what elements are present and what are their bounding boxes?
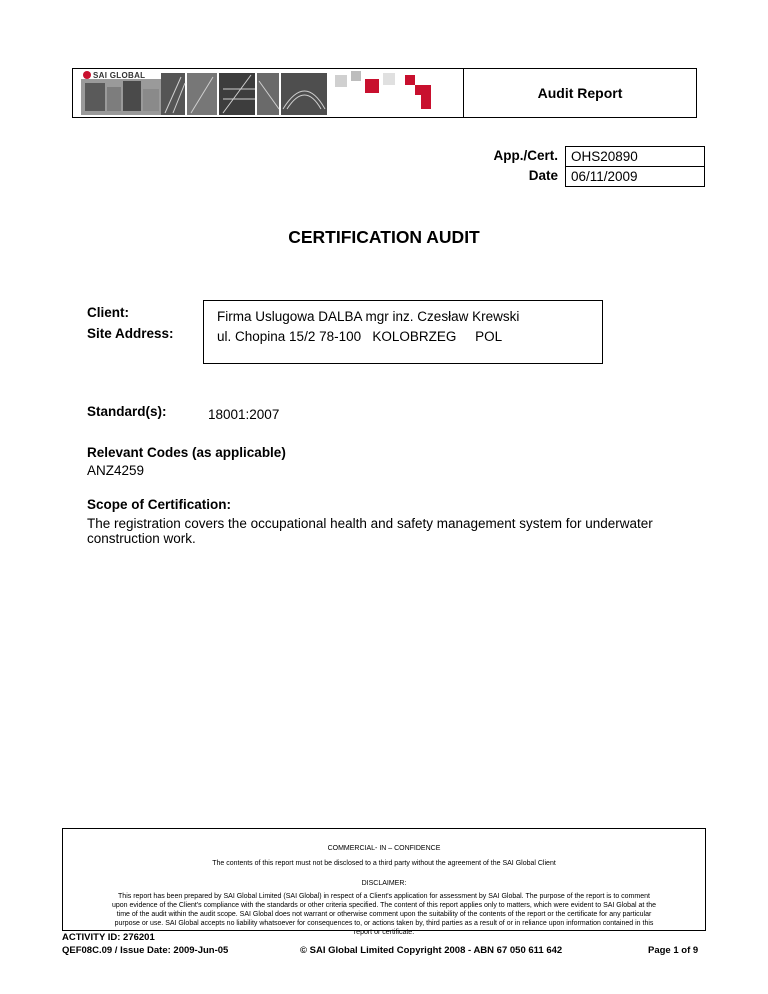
- scope-label: Scope of Certification:: [87, 497, 232, 512]
- app-cert-label: App./Cert.: [493, 148, 558, 163]
- page-title: CERTIFICATION AUDIT: [288, 227, 480, 247]
- report-header: [72, 68, 697, 118]
- scope-line-1: The registration covers the occupational health and safety management system for underwater: [87, 516, 653, 531]
- date-value: 06/11/2009: [565, 166, 705, 187]
- relevant-codes-label: Relevant Codes (as applicable): [87, 445, 286, 460]
- confidence-title: COMMERCIAL- IN – CONFIDENCE: [327, 845, 441, 852]
- client-label: Client:: [87, 305, 129, 320]
- report-title: Audit Report: [537, 85, 623, 101]
- site-address-label: Site Address:: [87, 326, 174, 341]
- disclaimer-box: [62, 828, 706, 936]
- disclaimer-title: DISCLAIMER:: [361, 880, 407, 887]
- confidence-text: The contents of this report must not be disclosed to a third party without the agreement of the SAI Global Client: [212, 860, 556, 867]
- page-number: Page 1 of 9: [648, 945, 699, 956]
- scope-text: [87, 516, 727, 546]
- date-label: Date: [528, 168, 558, 183]
- scope-line-2: construction work.: [87, 531, 196, 546]
- disclaimer-line-1: This report has been prepared by SAI Global Limited (SAI Global) in respect of a Client's application for assessment by SAI Global. The purpose of the report is to comment: [118, 893, 650, 900]
- disclaimer-line-2: upon evidence of the Client's compliance with the standards or other criteria specified. The content of this report applies only to matters, which were evident to SAI Global at the: [111, 902, 656, 909]
- app-cert-value: OHS20890: [565, 146, 705, 167]
- sai-global-banner: [73, 69, 463, 117]
- disclaimer-line-4: purpose or use. SAI Global accepts no liability whatsoever for consequences to, or actions taken by, third parties as a result of or in reliance upon information contained in this: [114, 920, 654, 927]
- client-address: ul. Chopina 15/2 78-100 KOLOBRZEG POL: [217, 329, 503, 344]
- relevant-codes-value: ANZ4259: [87, 463, 145, 478]
- standards-value: 18001:2007: [208, 407, 280, 422]
- client-box: [203, 300, 603, 364]
- disclaimer-line-5: report or certificate.: [353, 929, 415, 936]
- doc-reference: QEF08C.09 / Issue Date: 2009-Jun-05: [62, 945, 229, 956]
- standards-label: Standard(s):: [87, 404, 167, 419]
- client-name: Firma Uslugowa DALBA mgr inz. Czesław Krewski: [217, 309, 520, 324]
- disclaimer-line-3: time of the audit within the audit scope. SAI Global does not warrant or otherwise comment upon the suitability of the contents of the report or the certificate for any particular: [116, 911, 652, 918]
- logo-text: SAI GLOBAL: [93, 71, 146, 80]
- copyright: © SAI Global Limited Copyright 2008 - ABN 67 050 611 642: [300, 945, 563, 956]
- activity-id: ACTIVITY ID: 276201: [62, 932, 155, 943]
